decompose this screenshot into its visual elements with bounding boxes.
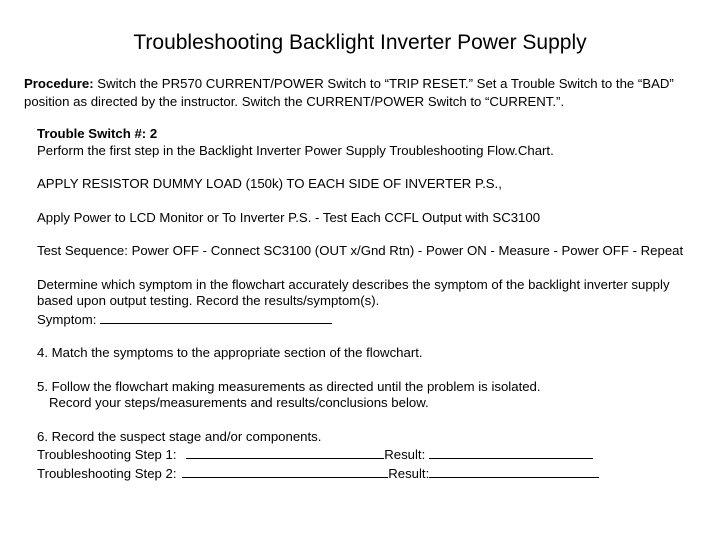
ts2-label: Troubleshooting Step 2: [37, 465, 177, 481]
dummy-load-text: APPLY RESISTOR DUMMY LOAD (150k) TO EACH SIDE OF INVERTER P.S., [37, 176, 502, 191]
ts1-result-label: Result: [384, 447, 426, 462]
procedure-text: Switch the PR570 CURRENT/POWER Switch to “TRIP RESET.” Set a Trouble Switch to the “BAD” position as directed by the instructor. Switch the CURRENT/POWER Switch to “CURRENT.”. [24, 76, 674, 109]
symptom-input-line[interactable] [100, 310, 332, 324]
ts1-label: Troubleshooting Step 1: [37, 447, 177, 462]
determine-text: Determine which symptom in the flowchart accurately describes the symptom of the backlight inverter supply based upon output testing. Record the results/symptom(s). [37, 276, 670, 308]
ts2-result-input-line[interactable] [429, 464, 599, 478]
symptom-label: Symptom: [37, 311, 97, 327]
step-5-text: 5. Follow the flowchart making measurements as directed until the problem is isolated. [37, 378, 541, 394]
procedure-label: Procedure: [24, 76, 94, 91]
ts1-result-input-line[interactable] [429, 445, 593, 459]
trouble-switch-value: 2 [149, 126, 158, 141]
step-5-continuation: Record your steps/measurements and results/conclusions below. [49, 395, 429, 410]
step-6-text: 6. Record the suspect stage and/or components. [37, 428, 322, 444]
trouble-switch-label: Trouble Switch #: [37, 126, 147, 141]
step-4-text: 4. Match the symptoms to the appropriate section of the flowchart. [37, 345, 423, 360]
ts2-input-line[interactable] [182, 464, 388, 478]
symptom-line [37, 310, 697, 329]
procedure-paragraph [24, 75, 696, 111]
page-title: Troubleshooting Backlight Inverter Power Supply [133, 31, 587, 54]
test-sequence-text: Test Sequence: Power OFF - Connect SC3100 (OUT x/Gnd Rtn) - Power ON - Measure - Power OFF - Repeat [37, 243, 684, 258]
troubleshooting-step-1-row [37, 445, 697, 464]
ts1-input-line[interactable] [186, 445, 384, 459]
troubleshooting-step-2-row [37, 464, 697, 483]
ts2-result-label: Result: [388, 465, 430, 481]
apply-power-text: Apply Power to LCD Monitor or To Inverter P.S. - Test Each CCFL Output with SC3100 [37, 209, 541, 225]
instructions-block [37, 126, 697, 482]
first-step-text: Perform the first step in the Backlight Inverter Power Supply Troubleshooting Flow.Chart. [37, 142, 554, 158]
trouble-switch-line [37, 126, 697, 143]
